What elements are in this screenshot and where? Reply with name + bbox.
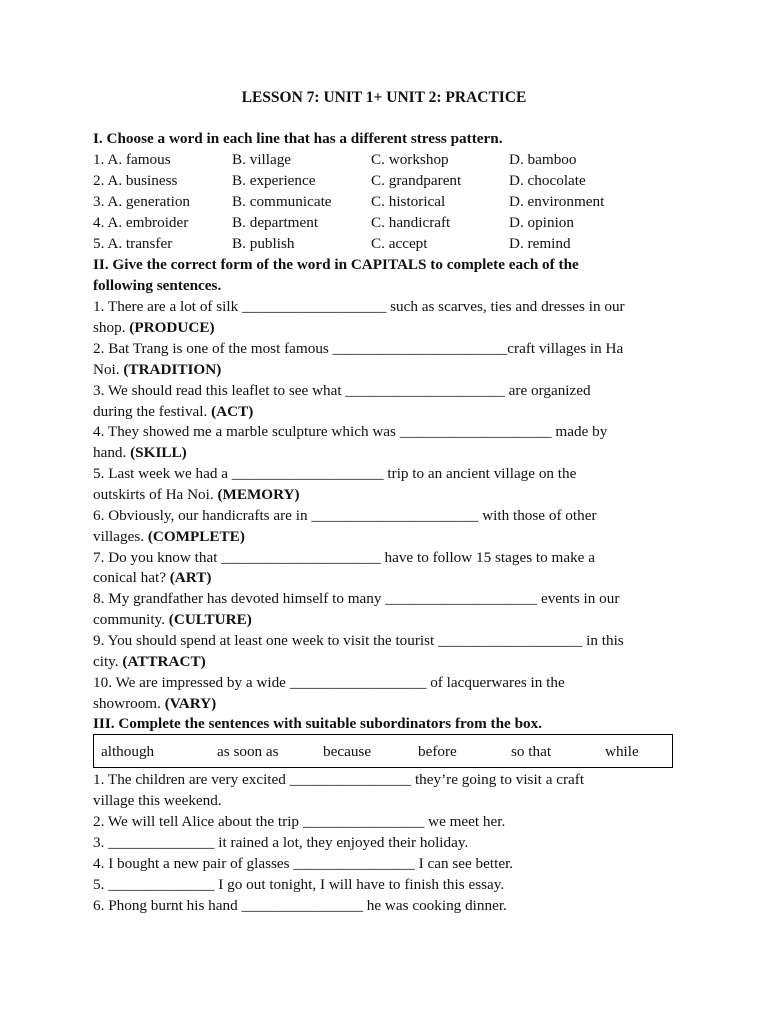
section-2-heading-cont: following sentences. xyxy=(93,277,222,294)
question-text-cont xyxy=(93,484,683,505)
box-word: as soon as xyxy=(217,743,279,760)
question-text: 3. We should read this leaflet to see what _____________________ are organized xyxy=(93,382,591,399)
word-cue: (PRODUCE) xyxy=(129,319,215,336)
question-text: villages. xyxy=(93,528,148,545)
word-cue: (TRADITION) xyxy=(123,361,222,378)
option-b: B. communicate xyxy=(232,193,332,210)
question-text-cont xyxy=(93,401,683,422)
word-cue: (SKILL) xyxy=(130,444,187,461)
stress-row-4 xyxy=(93,212,683,233)
word-cue: (CULTURE) xyxy=(168,611,252,628)
question-text: city. xyxy=(93,653,123,670)
sentence-text-cont: village this weekend. xyxy=(93,792,222,809)
section-3-heading: III. Complete the sentences with suitable subordinators from the box. xyxy=(93,715,543,732)
option-a: 4. A. embroider xyxy=(93,214,189,231)
question-text: 5. Last week we had a ____________________ trip to an ancient village on the xyxy=(93,465,577,482)
question-text-cont xyxy=(93,526,683,547)
page-title: LESSON 7: UNIT 1+ UNIT 2: PRACTICE xyxy=(241,89,527,106)
sentence-text: 4. I bought a new pair of glasses ________________ I can see better. xyxy=(93,855,514,872)
option-b: B. village xyxy=(232,151,292,168)
word-cue: (ACT) xyxy=(211,403,254,420)
question-text: community. xyxy=(93,611,169,628)
option-d: D. chocolate xyxy=(509,172,586,189)
option-c: C. workshop xyxy=(371,151,449,168)
question-text-cont xyxy=(93,359,683,380)
sentence-text: 3. ______________ it rained a lot, they enjoyed their holiday. xyxy=(93,834,469,851)
question-text-cont xyxy=(93,317,683,338)
question-text: 1. There are a lot of silk ___________________ such as scarves, ties and dresses in our xyxy=(93,298,625,315)
question-text-cont xyxy=(93,651,683,672)
question-text: 6. Obviously, our handicrafts are in ______________________ with those of other xyxy=(93,507,597,524)
option-c: C. accept xyxy=(371,235,428,252)
question-text: outskirts of Ha Noi. xyxy=(93,486,218,503)
word-cue: (ART) xyxy=(169,569,212,586)
box-word: although xyxy=(101,743,155,760)
box-word: while xyxy=(605,743,639,760)
word-cue: (COMPLETE) xyxy=(147,528,245,545)
question-text-cont xyxy=(93,567,683,588)
box-word: before xyxy=(418,743,457,760)
stress-row-2 xyxy=(93,170,683,191)
option-c: C. handicraft xyxy=(371,214,451,231)
question-text: 4. They showed me a marble sculpture which was ____________________ made by xyxy=(93,423,608,440)
stress-row-3 xyxy=(93,191,683,212)
question-text: showroom. xyxy=(93,695,165,712)
section-1-heading: I. Choose a word in each line that has a different stress pattern. xyxy=(93,130,503,147)
question-text: 10. We are impressed by a wide __________________ of lacquerwares in the xyxy=(93,674,565,691)
question-text-cont xyxy=(93,609,683,630)
option-d: D. remind xyxy=(509,235,571,252)
section-2-heading: II. Give the correct form of the word in CAPITALS to complete each of the xyxy=(93,256,579,273)
question-text-cont xyxy=(93,693,683,714)
option-b: B. department xyxy=(232,214,319,231)
question-text: 9. You should spend at least one week to visit the tourist ___________________ in this xyxy=(93,632,624,649)
option-a: 5. A. transfer xyxy=(93,235,173,252)
option-c: C. grandparent xyxy=(371,172,462,189)
word-box xyxy=(93,734,673,768)
word-cue: (ATTRACT) xyxy=(122,653,206,670)
stress-row-5 xyxy=(93,233,683,254)
box-word: because xyxy=(323,743,372,760)
question-text: 8. My grandfather has devoted himself to many ____________________ events in our xyxy=(93,590,620,607)
option-a: 3. A. generation xyxy=(93,193,191,210)
question-text: Noi. xyxy=(93,361,124,378)
sentence-text: 1. The children are very excited ________________ they’re going to visit a craft xyxy=(93,771,585,788)
question-text-cont xyxy=(93,442,683,463)
question-text: during the festival. xyxy=(93,403,212,420)
option-d: D. bamboo xyxy=(509,151,577,168)
stress-row-1 xyxy=(93,149,683,170)
word-cue: (VARY) xyxy=(164,695,217,712)
option-a: 1. A. famous xyxy=(93,151,171,168)
word-cue: (MEMORY) xyxy=(217,486,300,503)
sentence-text: 2. We will tell Alice about the trip ________________ we meet her. xyxy=(93,813,506,830)
option-d: D. environment xyxy=(509,193,605,210)
option-b: B. experience xyxy=(232,172,316,189)
option-a: 2. A. business xyxy=(93,172,178,189)
question-text: 2. Bat Trang is one of the most famous _______________________craft villages in Ha xyxy=(93,340,624,357)
question-text: conical hat? xyxy=(93,569,170,586)
sentence-text: 5. ______________ I go out tonight, I will have to finish this essay. xyxy=(93,876,505,893)
question-text: shop. xyxy=(93,319,130,336)
option-d: D. opinion xyxy=(509,214,574,231)
box-word: so that xyxy=(511,743,552,760)
question-text: hand. xyxy=(93,444,131,461)
question-text: 7. Do you know that _____________________ have to follow 15 stages to make a xyxy=(93,549,595,566)
option-c: C. historical xyxy=(371,193,446,210)
option-b: B. publish xyxy=(232,235,295,252)
sentence-text: 6. Phong burnt his hand ________________ he was cooking dinner. xyxy=(93,897,507,914)
